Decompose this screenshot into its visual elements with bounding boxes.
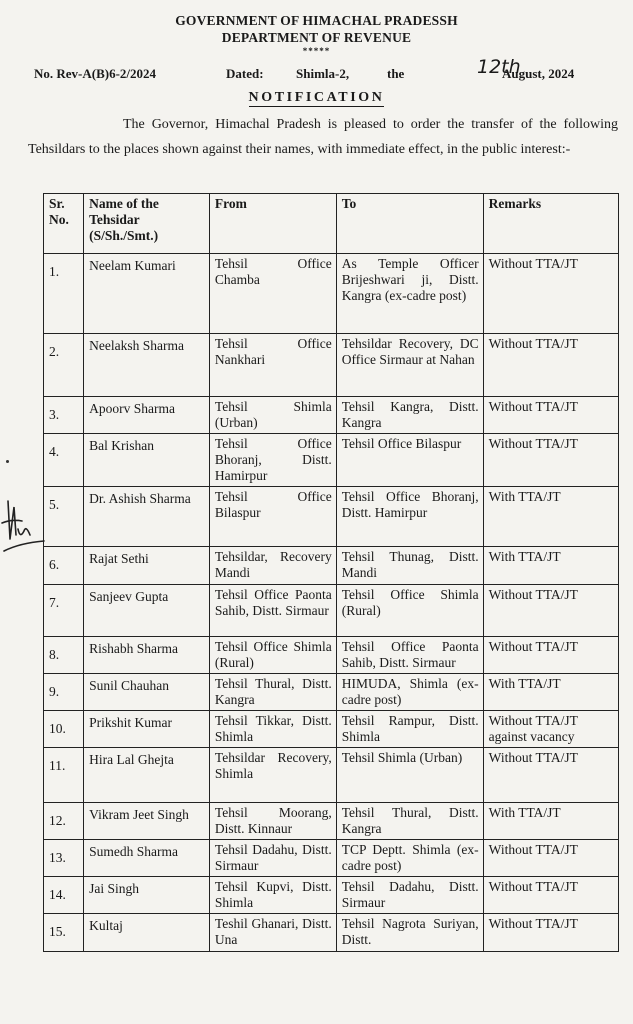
- sr-no-cell: 5.: [44, 487, 84, 547]
- tehsildar-name-cell: Sumedh Sharma: [84, 840, 210, 877]
- tehsildar-name-cell: Kultaj: [84, 914, 210, 952]
- dated-the: the: [387, 66, 405, 81]
- sr-no-cell: 15.: [44, 914, 84, 952]
- to-cell: Tehsil Thural, Distt. Kangra: [336, 803, 483, 840]
- from-cell: Teshil Ghanari, Distt. Una: [209, 914, 336, 952]
- table-body: [44, 254, 619, 952]
- table-header-row: [44, 194, 619, 254]
- from-cell: Tehsil Moorang, Distt. Kinnaur: [209, 803, 336, 840]
- from-cell: Tehsil Office Shimla (Rural): [209, 637, 336, 674]
- sr-no-cell: 7.: [44, 585, 84, 637]
- tehsildar-name-cell: Neelam Kumari: [84, 254, 210, 334]
- remarks-cell: With TTA/JT: [483, 487, 618, 547]
- from-cell: Tehsil Shimla (Urban): [209, 397, 336, 434]
- to-cell: Tehsil Kangra, Distt. Kangra: [336, 397, 483, 434]
- table-row: [44, 877, 619, 914]
- to-cell: Tehsil Rampur, Distt. Shimla: [336, 711, 483, 748]
- from-cell: Tehsil Kupvi, Distt. Shimla: [209, 877, 336, 914]
- to-cell: Tehsil Shimla (Urban): [336, 748, 483, 803]
- reference-line: [34, 56, 614, 86]
- from-cell: Tehsildar Recovery, Shimla: [209, 748, 336, 803]
- dated-place: Shimla-2,: [296, 66, 350, 81]
- margin-dot: [6, 460, 9, 463]
- tehsildar-name-cell: Dr. Ashish Sharma: [84, 487, 210, 547]
- sr-no-cell: 14.: [44, 877, 84, 914]
- header-to: To: [336, 194, 483, 254]
- sr-no-cell: 11.: [44, 748, 84, 803]
- sr-no-cell: 12.: [44, 803, 84, 840]
- table-row: [44, 748, 619, 803]
- tehsildar-name-cell: Hira Lal Ghejta: [84, 748, 210, 803]
- to-cell: Tehsil Nagrota Suriyan, Distt.: [336, 914, 483, 952]
- sr-no-cell: 6.: [44, 547, 84, 585]
- handwritten-day: 12th: [477, 56, 521, 78]
- remarks-cell: Without TTA/JT: [483, 254, 618, 334]
- from-cell: Tehsil Tikkar, Distt. Shimla: [209, 711, 336, 748]
- table-row: [44, 254, 619, 334]
- sr-no-cell: 9.: [44, 674, 84, 711]
- header-stars: *****: [302, 46, 331, 56]
- remarks-cell: Without TTA/JT: [483, 434, 618, 487]
- sr-no-cell: 8.: [44, 637, 84, 674]
- from-cell: Tehsil Dadahu, Distt. Sirmaur: [209, 840, 336, 877]
- remarks-cell: With TTA/JT: [483, 547, 618, 585]
- tehsildar-name-cell: Sanjeev Gupta: [84, 585, 210, 637]
- government-heading: GOVERNMENT OF HIMACHAL PRADESSH: [175, 13, 458, 28]
- remarks-cell: Without TTA/JT: [483, 585, 618, 637]
- to-cell: Tehsil Office Shimla (Rural): [336, 585, 483, 637]
- from-cell: Tehsil Thural, Distt. Kangra: [209, 674, 336, 711]
- from-cell: Tehsil Office Bhoranj, Distt. Hamirpur: [209, 434, 336, 487]
- remarks-cell: Without TTA/JT: [483, 914, 618, 952]
- tehsildar-name-cell: Apoorv Sharma: [84, 397, 210, 434]
- header-sr-no: Sr. No.: [44, 194, 84, 254]
- header-from: From: [209, 194, 336, 254]
- sr-no-cell: 13.: [44, 840, 84, 877]
- reference-number: No. Rev-A(B)6-2/2024: [34, 66, 157, 81]
- table-row: [44, 914, 619, 952]
- remarks-cell: Without TTA/JT: [483, 748, 618, 803]
- from-cell: Tehsil Office Chamba: [209, 254, 336, 334]
- remarks-cell: With TTA/JT: [483, 674, 618, 711]
- from-cell: Tehsildar, Recovery Mandi: [209, 547, 336, 585]
- table-row: [44, 840, 619, 877]
- margin-initials-signature: [0, 495, 46, 555]
- tehsildar-name-cell: Jai Singh: [84, 877, 210, 914]
- transfer-table: [43, 193, 619, 952]
- from-cell: Tehsil Office Nankhari: [209, 334, 336, 397]
- table-row: [44, 585, 619, 637]
- from-cell: Tehsil Office Bilaspur: [209, 487, 336, 547]
- sr-no-cell: 10.: [44, 711, 84, 748]
- remarks-cell: Without TTA/JT: [483, 397, 618, 434]
- remarks-cell: Without TTA/JT: [483, 840, 618, 877]
- tehsildar-name-cell: Bal Krishan: [84, 434, 210, 487]
- to-cell: Tehsil Dadahu, Distt. Sirmaur: [336, 877, 483, 914]
- table-row: [44, 637, 619, 674]
- sr-no-cell: 3.: [44, 397, 84, 434]
- dated-label: Dated:: [226, 66, 264, 81]
- table-row: [44, 547, 619, 585]
- notification-body: The Governor, Himachal Pradesh is pleased to order the transfer of the following Tehsildars to the places shown against their names, with immediate effect, in the public interest:-: [28, 117, 618, 157]
- tehsildar-name-cell: Prikshit Kumar: [84, 711, 210, 748]
- to-cell: As Temple Officer Brijeshwari ji, Distt. Kangra (ex-cadre post): [336, 254, 483, 334]
- to-cell: Tehsildar Recovery, DC Office Sirmaur at Nahan: [336, 334, 483, 397]
- table-row: [44, 334, 619, 397]
- tehsildar-name-cell: Neelaksh Sharma: [84, 334, 210, 397]
- header-name: Name of the Tehsidar (S/Sh./Smt.): [84, 194, 210, 254]
- tehsildar-name-cell: Sunil Chauhan: [84, 674, 210, 711]
- dated-month-year: August, 2024: [502, 66, 575, 81]
- table-row: [44, 803, 619, 840]
- to-cell: Tehsil Office Bhoranj, Distt. Hamirpur: [336, 487, 483, 547]
- remarks-cell: Without TTA/JT against vacancy: [483, 711, 618, 748]
- tehsildar-name-cell: Rishabh Sharma: [84, 637, 210, 674]
- tehsildar-name-cell: Vikram Jeet Singh: [84, 803, 210, 840]
- department-heading: DEPARTMENT OF REVENUE: [221, 30, 412, 45]
- to-cell: Tehsil Office Paonta Sahib, Distt. Sirmaur: [336, 637, 483, 674]
- table-row: [44, 434, 619, 487]
- notification-title: NOTIFICATION: [248, 90, 385, 105]
- remarks-cell: Without TTA/JT: [483, 637, 618, 674]
- table-row: [44, 711, 619, 748]
- to-cell: Tehsil Thunag, Distt. Mandi: [336, 547, 483, 585]
- table-row: [44, 397, 619, 434]
- header-remarks: Remarks: [483, 194, 618, 254]
- to-cell: HIMUDA, Shimla (ex-cadre post): [336, 674, 483, 711]
- table-row: [44, 674, 619, 711]
- sr-no-cell: 1.: [44, 254, 84, 334]
- sr-no-cell: 2.: [44, 334, 84, 397]
- table-row: [44, 487, 619, 547]
- from-cell: Tehsil Office Paonta Sahib, Distt. Sirmaur: [209, 585, 336, 637]
- remarks-cell: With TTA/JT: [483, 803, 618, 840]
- sr-no-cell: 4.: [44, 434, 84, 487]
- to-cell: TCP Deptt. Shimla (ex-cadre post): [336, 840, 483, 877]
- tehsildar-name-cell: Rajat Sethi: [84, 547, 210, 585]
- remarks-cell: Without TTA/JT: [483, 334, 618, 397]
- to-cell: Tehsil Office Bilaspur: [336, 434, 483, 487]
- remarks-cell: Without TTA/JT: [483, 877, 618, 914]
